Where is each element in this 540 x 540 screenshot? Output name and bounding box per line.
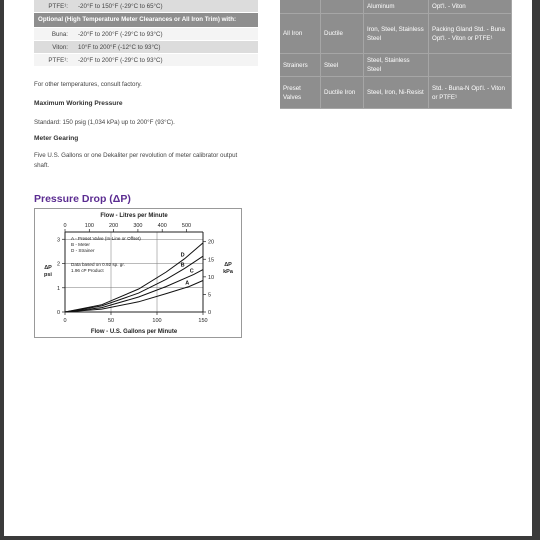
section-header-text: Optional (High Temperature Meter Clearances or All Iron Trim) with:	[34, 13, 258, 28]
table-row	[280, 54, 512, 77]
table-row	[34, 41, 258, 54]
y-left-tick-label: 2	[56, 261, 60, 268]
pressure-drop-chart-svg	[35, 209, 241, 337]
other-temperatures-note: For other temperatures, consult factory.	[34, 81, 142, 88]
table-section-header	[34, 13, 258, 28]
y-left-tick-label: 1	[56, 285, 60, 292]
x-top-tick-label: 200	[109, 223, 119, 229]
y-right-tick-label: 0	[208, 310, 212, 316]
table-row	[280, 14, 512, 54]
x-top-tick-label: 100	[84, 223, 94, 229]
temperature-range: -20°F to 200°F (-29°C to 93°C)	[74, 54, 258, 67]
max-pressure-text: Standard: 150 psig (1,034 kPa) up to 200°F (93°C).	[34, 119, 175, 126]
pressure-drop-chart	[34, 208, 242, 338]
housing-cell: Ductile	[321, 14, 364, 54]
legend-entry: B - Meter	[71, 242, 90, 247]
x-top-tick-label: 300	[133, 223, 143, 229]
y-right-tick-label: 15	[208, 257, 215, 264]
component-cell	[280, 0, 321, 14]
temperature-range: -20°F to 200°F (-29°C to 93°C)	[74, 28, 258, 41]
series-label-b: B	[180, 262, 185, 269]
x-tick-label: 100	[152, 318, 162, 324]
internals-cell: Steel, Iron, Ni-Resist	[364, 77, 429, 109]
table-row	[280, 0, 512, 14]
meter-gearing-text: Five U.S. Gallons or one Dekaliter per revolution of meter calibrator output shaft.	[34, 152, 238, 169]
x-tick-label: 0	[63, 318, 67, 324]
series-line-a	[65, 281, 203, 313]
x-top-tick-label: 400	[157, 223, 167, 229]
chart-y-right-title-symbol: ΔP	[224, 262, 232, 268]
x-tick-label: 50	[107, 318, 115, 324]
chart-note: 1.96 cP Product	[71, 268, 104, 273]
internals-cell: Steel, Stainless Steel	[364, 54, 429, 77]
y-right-tick-label: 10	[208, 274, 215, 281]
meter-gearing-heading: Meter Gearing	[34, 135, 79, 142]
y-left-tick-label: 3	[56, 237, 60, 244]
y-left-tick-label: 0	[56, 310, 60, 316]
x-tick-label: 150	[198, 318, 208, 324]
material-label: PTFE¹:	[34, 0, 74, 13]
housing-cell: Steel	[321, 54, 364, 77]
seals-cell	[429, 54, 512, 77]
seals-cell: Opt'l. - Viton	[429, 0, 512, 14]
chart-y-left-title-symbol: ΔP	[44, 265, 52, 271]
chart-y-right-title-unit: kPa	[223, 269, 233, 275]
material-label: Buna:	[34, 28, 74, 41]
housing-cell	[321, 0, 364, 14]
table-row	[34, 54, 258, 67]
table-row	[34, 0, 258, 13]
chart-top-axis-title: Flow - Litres per Minute	[100, 213, 168, 219]
x-top-tick-label: 0	[63, 223, 67, 229]
material-label: PTFE¹:	[34, 54, 74, 67]
table-row	[280, 77, 512, 109]
legend-entry: D - Strainer	[71, 248, 95, 253]
pressure-drop-title: Pressure Drop (ΔP)	[34, 193, 131, 205]
y-right-tick-label: 20	[208, 239, 215, 246]
max-pressure-heading: Maximum Working Pressure	[34, 100, 123, 107]
series-label-c: C	[189, 268, 194, 275]
seals-cell: Packing Gland Std. - Buna Opt'l. - Viton or PTFE¹	[429, 14, 512, 54]
component-cell: Preset Valves	[280, 77, 321, 109]
internals-cell: Iron, Steel, Stainless Steel	[364, 14, 429, 54]
y-right-tick-label: 5	[208, 292, 212, 299]
materials-table	[280, 0, 512, 109]
legend-entry: A - Preset Valve (In-Line or Offset)	[71, 236, 141, 241]
seals-cell: Std. - Buna-N Opt'l. - Viton or PTFE¹	[429, 77, 512, 109]
housing-cell: Ductile Iron	[321, 77, 364, 109]
chart-y-left-title-unit: psi	[44, 272, 52, 278]
temperature-table	[34, 0, 258, 67]
table-row	[34, 28, 258, 41]
internals-cell: Aluminum	[364, 0, 429, 14]
temperature-range: -20°F to 150°F (-29°C to 65°C)	[74, 0, 258, 13]
component-cell: Strainers	[280, 54, 321, 77]
chart-note: Data based on 0.92 sp. gr.	[71, 262, 125, 267]
chart-x-axis-title: Flow - U.S. Gallons per Minute	[90, 329, 178, 335]
component-cell: All Iron	[280, 14, 321, 54]
material-label: Viton:	[34, 41, 74, 54]
series-label-a: A	[185, 280, 190, 287]
document-page	[4, 0, 532, 536]
series-label-d: D	[180, 252, 185, 259]
x-top-tick-label: 500	[181, 223, 192, 229]
temperature-range: 10°F to 200°F (-12°C to 93°C)	[74, 41, 258, 54]
